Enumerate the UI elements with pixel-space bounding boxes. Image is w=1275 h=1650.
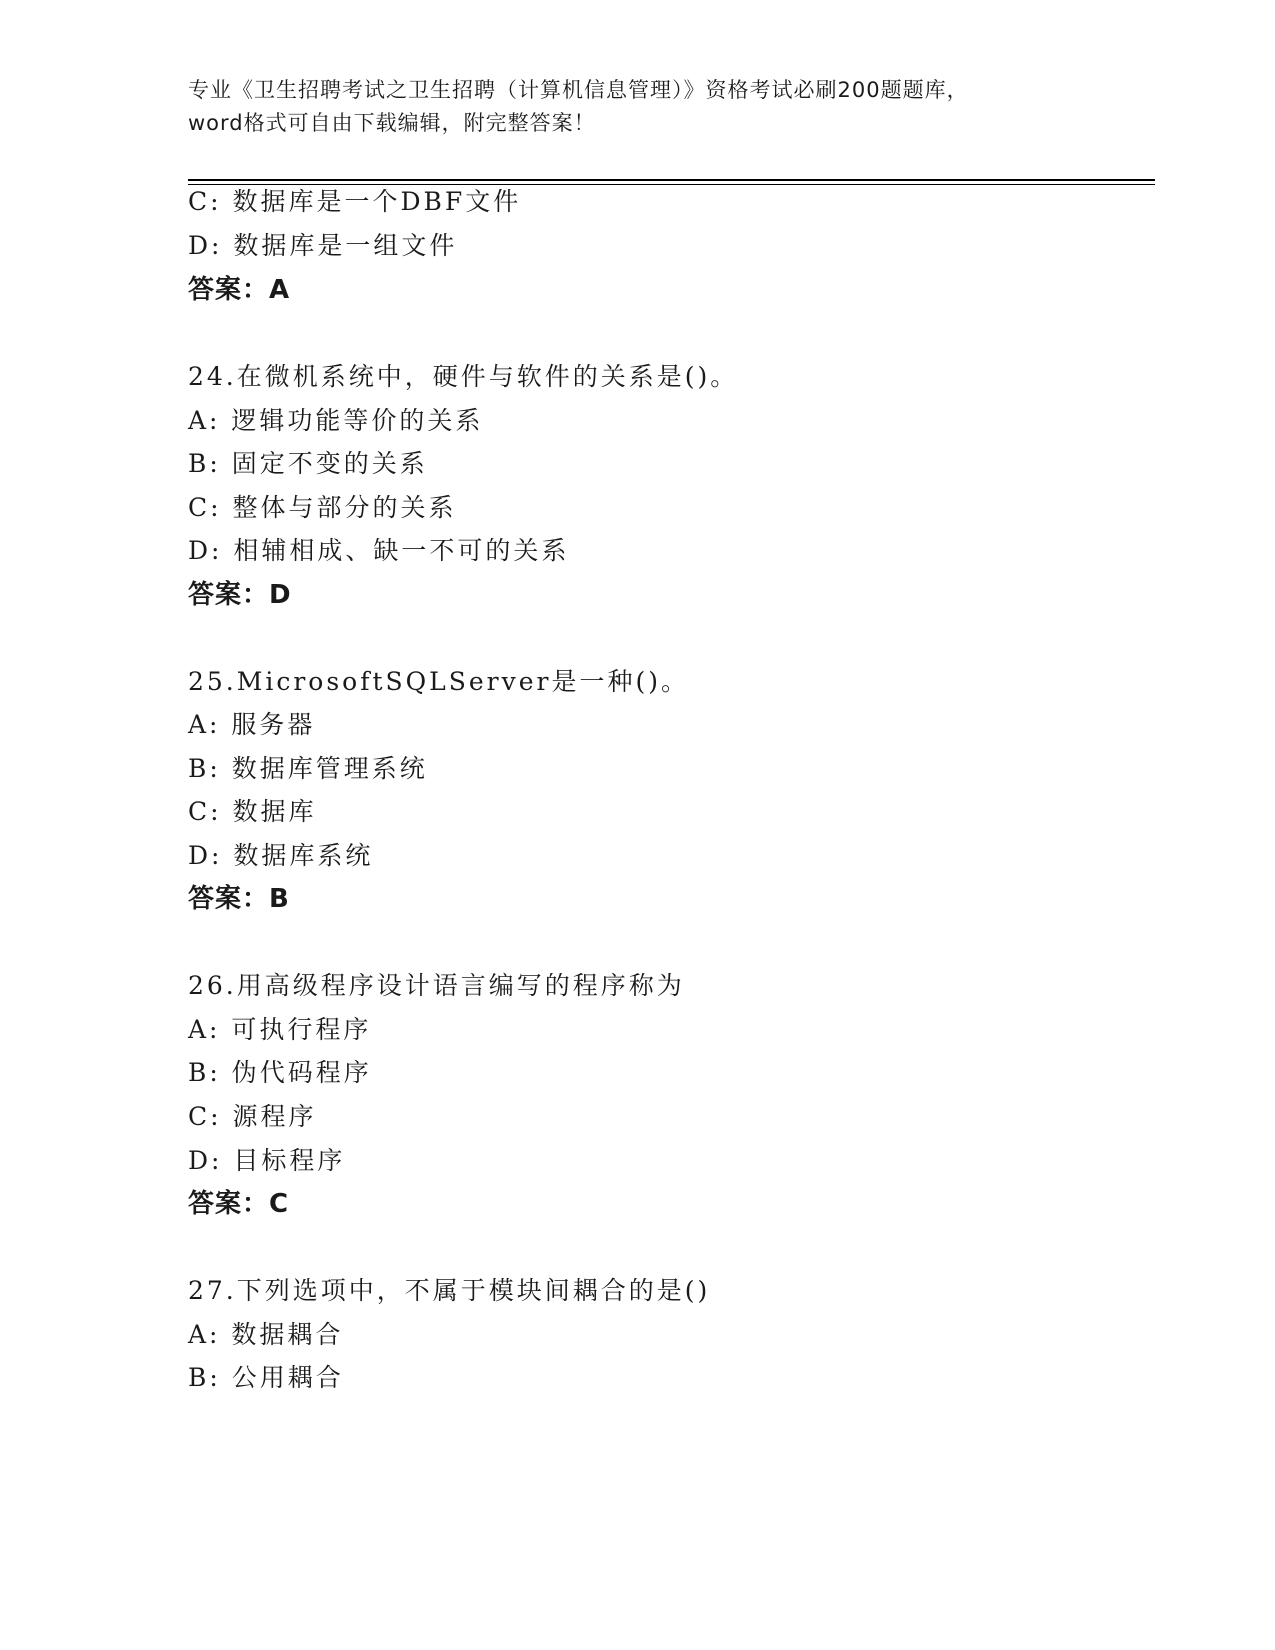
q27-option-a: A: 数据耦合: [188, 1320, 344, 1349]
q26-option-b: B: 伪代码程序: [188, 1058, 372, 1087]
q24-option-c: C: 整体与部分的关系: [188, 493, 457, 522]
q25-answer: 答案：B: [188, 884, 290, 914]
q25-option-a: A: 服务器: [188, 710, 316, 739]
header-divider-thick: [188, 179, 1155, 181]
q24-option-b: B: 固定不变的关系: [188, 449, 428, 478]
q25-question: 25.MicrosoftSQLServer是一种()。: [188, 667, 690, 696]
q24-option-d: D: 相辅相成、缺一不可的关系: [188, 536, 570, 565]
q23-option-d: D: 数据库是一组文件: [188, 231, 458, 260]
q26-answer: 答案：C: [188, 1189, 290, 1219]
q25-option-c: C: 数据库: [188, 797, 317, 826]
q26-option-d: D: 目标程序: [188, 1146, 346, 1175]
q23-option-c: C: 数据库是一个DBF文件: [188, 187, 522, 216]
q24-option-a: A: 逻辑功能等价的关系: [188, 406, 484, 435]
q26-option-a: A: 可执行程序: [188, 1015, 372, 1044]
q27-question: 27.下列选项中，不属于模块间耦合的是(): [188, 1276, 711, 1305]
q27-option-b: B: 公用耦合: [188, 1363, 344, 1392]
q24-question: 24.在微机系统中，硬件与软件的关系是()。: [188, 362, 739, 391]
q23-answer: 答案：A: [188, 275, 291, 305]
q26-option-c: C: 源程序: [188, 1102, 317, 1131]
header-title-line-2: word格式可自由下载编辑，附完整答案！: [188, 111, 596, 135]
q26-question: 26.用高级程序设计语言编写的程序称为: [188, 971, 685, 1000]
document-header: [188, 74, 1088, 140]
header-title-line-1: 专业《卫生招聘考试之卫生招聘（计算机信息管理）》资格考试必刷200题题库，: [188, 78, 969, 102]
header-divider-thin: [188, 184, 1155, 185]
q25-option-b: B: 数据库管理系统: [188, 754, 428, 783]
q24-answer: 答案：D: [188, 580, 292, 610]
q25-option-d: D: 数据库系统: [188, 841, 374, 870]
